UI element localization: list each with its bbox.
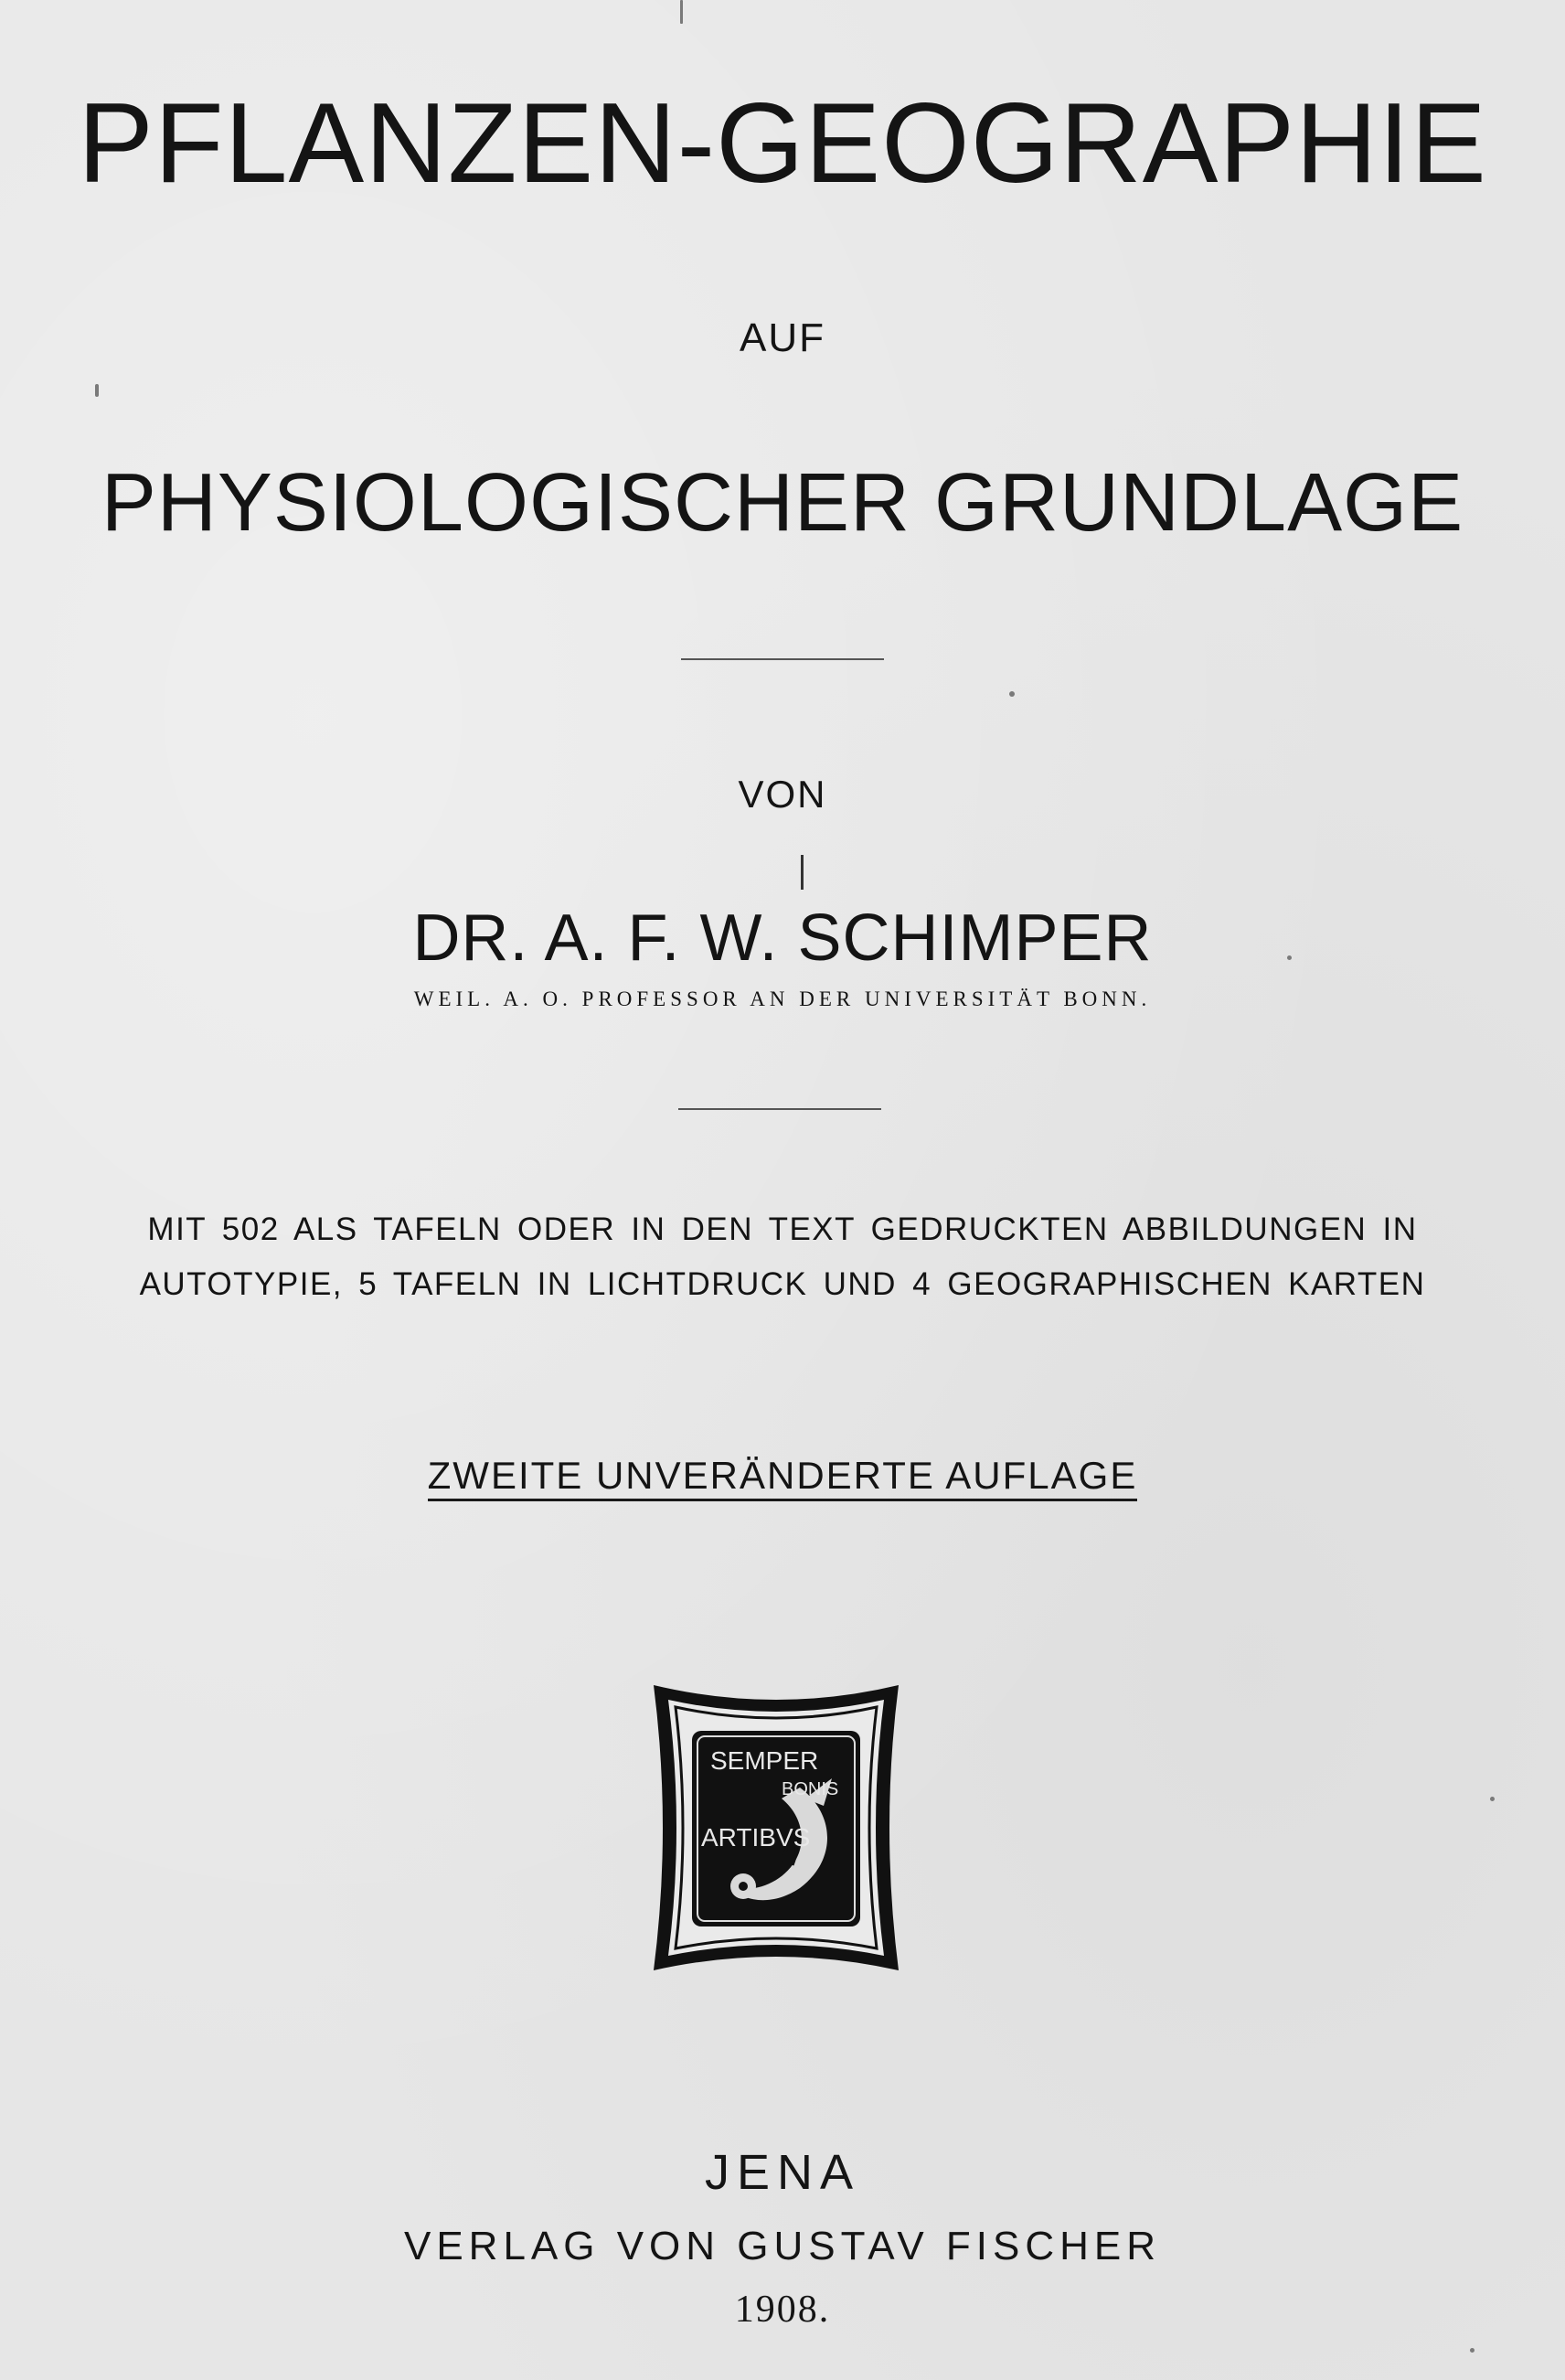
scan-speck: [1470, 2348, 1475, 2353]
edition-statement: [0, 1454, 1565, 1498]
scan-speck: [1490, 1797, 1495, 1801]
tick-mark: [801, 855, 804, 890]
scan-speck: [1287, 955, 1292, 960]
book-subtitle: PHYSIOLOGISCHER GRUNDLAGE: [101, 457, 1464, 549]
svg-text:BONIS: BONIS: [782, 1779, 839, 1799]
title-connector: AUF: [740, 315, 825, 360]
author-name: DR. A. F. W. SCHIMPER: [412, 902, 1153, 975]
edition-text: ZWEITE UNVERÄNDERTE AUFLAGE: [428, 1454, 1138, 1501]
scan-speck: [95, 384, 99, 397]
svg-text:SEMPER: SEMPER: [710, 1746, 819, 1775]
book-title: PFLANZEN-GEOGRAPHIE: [78, 80, 1487, 207]
author-by: VON: [738, 773, 827, 816]
author-affiliation: WEIL. A. O. PROFESSOR AN DER UNIVERSITÄT BONN.: [413, 987, 1152, 1010]
publisher-emblem: [644, 1678, 908, 1978]
scan-speck: [680, 0, 683, 24]
divider-top: [681, 658, 884, 660]
illustrations-line-1: MIT 502 ALS TAFELN ODER IN DEN TEXT GEDRUCKTEN ABBILDUNGEN IN: [147, 1211, 1418, 1247]
imprint-year: 1908.: [734, 2289, 831, 2331]
imprint-publisher: VERLAG VON GUSTAV FISCHER: [403, 2224, 1162, 2268]
illustrations-line-2: AUTOTYPIE, 5 TAFELN IN LICHTDRUCK UND 4 GEOGRAPHISCHEN KARTEN: [139, 1266, 1426, 1302]
svg-text:ARTIBVS: ARTIBVS: [701, 1823, 811, 1852]
scan-speck: [1009, 691, 1015, 697]
divider-middle: [678, 1108, 881, 1110]
imprint-place: JENA: [704, 2145, 861, 2200]
